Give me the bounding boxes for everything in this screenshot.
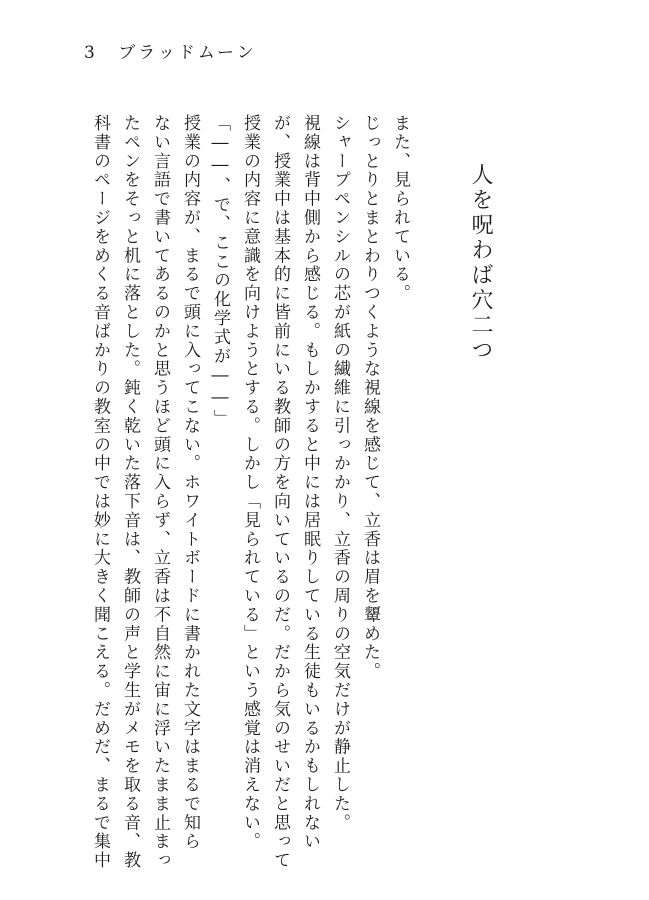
text-line: が、授業中は基本的に皆前にいる教師の方を向いているのだ。だから気のせいだと思って (270, 114, 290, 870)
running-header (84, 38, 257, 63)
text-line: 視線は背中側から感じる。もしかすると中には居眠りしている生徒もいるかもしれない (300, 114, 320, 852)
text-line: 授業の内容に意識を向けようとする。しかし「見られている」という感覚は消えない。 (240, 114, 260, 852)
text-line: 科書のページをめくる音ばかりの教室の中では妙に大きく聞こえる。だめだ、まるで集中 (90, 114, 110, 870)
text-line: じっとりとまとわりつくような視線を感じて、立香は眉を顰めた。 (360, 114, 380, 681)
dialogue-line: 「――、で、ここの化学式が――」 (210, 114, 230, 429)
text-line: 授業の内容が、まるで頭に入ってこない。ホワイトボードに書かれた文字はまるで知ら (180, 114, 200, 852)
chapter-title: ブラッドムーン (118, 43, 257, 63)
text-line: ない言語で書いてあるのかと思うほど頭に入らず、立香は不自然に宙に浮いたまま止まっ (150, 114, 170, 870)
text-line: また、見られている。 (390, 114, 410, 303)
story-title: 人を呪わば穴二つ (468, 163, 493, 363)
text-line: シャープペンシルの芯が紙の繊維に引っかかり、立香の周りの空気だけが静止した。 (330, 114, 350, 833)
text-line: たペンをそっと机に落とした。鈍く乾いた落下音は、教師の声と学生がメモを取る音、教 (120, 114, 140, 870)
page-number: 3 (84, 43, 98, 63)
